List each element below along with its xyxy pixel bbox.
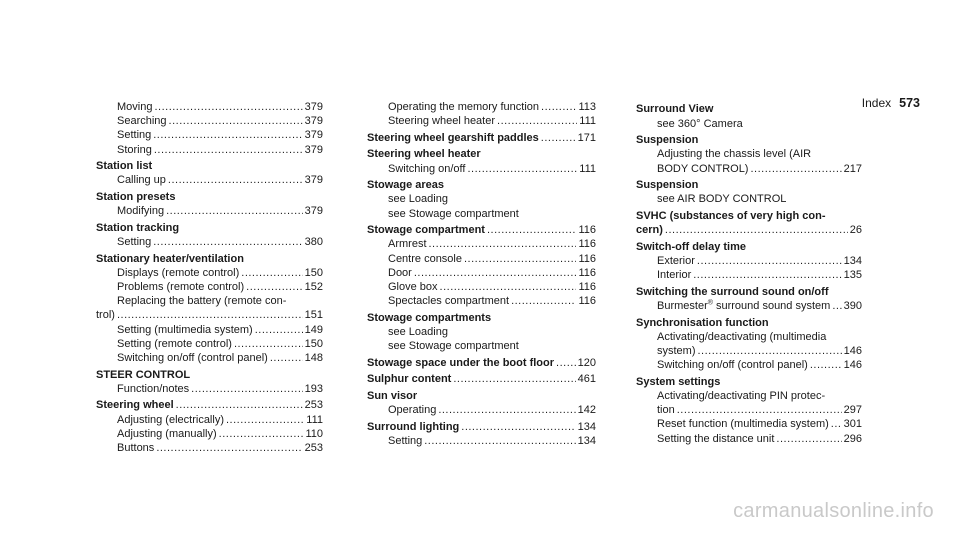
index-column-1: [96, 100, 323, 455]
entry-label: Buttons: [117, 442, 155, 455]
page-ref: 296: [843, 432, 862, 445]
entry-label: Interior: [657, 269, 692, 282]
index-entry-heading: [367, 178, 596, 192]
dot-leader: [270, 351, 303, 365]
index-entry-heading: [96, 221, 323, 235]
index-column-2: [367, 100, 596, 448]
dot-leader: [226, 413, 304, 427]
entry-label: Adjusting (electrically): [117, 413, 224, 426]
page-ref: 116: [578, 252, 596, 265]
index-subentry: [367, 114, 596, 128]
page-ref: 116: [578, 224, 596, 237]
entry-label: System settings: [636, 375, 721, 388]
page-ref: 134: [577, 434, 596, 447]
index-subentry: [636, 389, 862, 403]
entry-label: Calling up: [117, 174, 166, 187]
dot-leader: [467, 162, 577, 176]
index-subentry: [96, 280, 323, 294]
dot-leader: [176, 398, 303, 412]
entry-label: see Loading: [388, 193, 448, 206]
index-subentry: [636, 254, 862, 268]
dot-leader: [191, 382, 302, 396]
dot-leader: [461, 420, 575, 434]
page-ref: 116: [578, 281, 596, 293]
index-subentry: [367, 192, 596, 206]
page-ref: 379: [304, 205, 323, 218]
entry-label: Steering wheel gearshift paddles: [367, 131, 539, 144]
index-subentry: [96, 427, 323, 441]
index-subentry: [367, 207, 596, 221]
index-entry-heading: [96, 252, 323, 266]
entry-label: Adjusting (manually): [117, 427, 217, 440]
page-ref: 151: [304, 309, 323, 322]
dot-leader: [487, 223, 576, 237]
dot-leader: [154, 100, 302, 114]
entry-label: Storing: [117, 143, 152, 156]
page-ref: 146: [843, 344, 862, 357]
entry-label: Stowage compartment: [367, 224, 485, 237]
page-ref: 152: [304, 281, 323, 293]
dot-leader: [429, 237, 577, 251]
index-subentry: [96, 204, 323, 218]
dot-leader: [246, 280, 302, 294]
index-subentry: [96, 351, 323, 365]
index-subentry: [367, 294, 596, 308]
entry-label: Modifying: [117, 205, 165, 218]
entry-label: see 360° Camera: [657, 117, 743, 130]
dot-leader: [750, 162, 841, 176]
dot-leader: [831, 417, 842, 431]
entry-label: Spectacles compartment: [388, 295, 510, 308]
page-ref: 120: [577, 356, 596, 369]
dot-leader: [832, 299, 841, 313]
dot-leader: [154, 143, 303, 157]
index-subentry: [367, 252, 596, 266]
index-entry-heading: [636, 209, 862, 223]
page-ref: 148: [304, 352, 323, 365]
page-ref: 111: [579, 162, 596, 175]
index-subentry: [96, 143, 323, 157]
index-subentry: [367, 100, 596, 114]
index-subentry: [636, 192, 862, 206]
index-subentry: [96, 413, 323, 427]
index-entry-heading: [367, 147, 596, 161]
entry-label: tion: [657, 404, 675, 417]
index-entry-heading: [636, 102, 862, 116]
index-subentry: [367, 434, 596, 448]
index-subentry: [96, 128, 323, 142]
entry-label: Burmester® surround sound system: [657, 299, 831, 312]
dot-leader: [776, 432, 841, 446]
entry-label: Adjusting the chassis level (AIR: [657, 148, 812, 161]
dot-leader: [219, 427, 304, 441]
entry-label: Surround View: [636, 103, 714, 116]
entry-label: Surround lighting: [367, 420, 460, 433]
index-subentry: [636, 162, 862, 176]
entry-label: Door: [388, 266, 412, 279]
index-subentry: [96, 382, 323, 396]
index-subentry: [96, 323, 323, 337]
index-entry-heading: [367, 420, 596, 434]
entry-label: Stowage space under the boot floor: [367, 356, 555, 369]
page-ref: 301: [843, 418, 862, 431]
dot-leader: [255, 323, 303, 337]
page-ref: 379: [304, 143, 323, 156]
entry-label: Setting: [117, 129, 152, 142]
page-ref: 135: [843, 269, 862, 282]
page-ref: 26: [849, 224, 862, 237]
dot-leader: [424, 434, 575, 448]
entry-label: see Stowage compartment: [388, 340, 519, 353]
page-ref: 390: [843, 299, 862, 312]
entry-label: Function/notes: [117, 382, 190, 395]
page-ref: 297: [843, 404, 862, 417]
index-subentry: [636, 330, 862, 344]
entry-label: Reset function (multimedia system): [657, 418, 829, 431]
index-subentry: [367, 280, 596, 294]
index-subentry: [96, 308, 323, 322]
index-entry-heading: [367, 131, 596, 145]
entry-label: see Loading: [388, 326, 448, 338]
index-subentry: [96, 235, 323, 249]
index-subentry: [96, 266, 323, 280]
dot-leader: [541, 100, 576, 114]
entry-label: Switching the surround sound on/off: [636, 285, 829, 298]
page-ref: 149: [304, 323, 323, 336]
page-ref: 134: [577, 420, 596, 433]
entry-label: Station list: [96, 160, 153, 173]
dot-leader: [497, 114, 577, 128]
dot-leader: [414, 266, 577, 280]
entry-label: Setting (remote control): [117, 337, 232, 350]
index-entry-heading: [96, 368, 323, 382]
entry-label: Switching on/off (control panel): [657, 359, 808, 372]
entry-label: BODY CONTROL): [657, 162, 749, 175]
entry-label: Station tracking: [96, 221, 180, 234]
page-ref: 253: [304, 399, 323, 412]
index-subentry: [96, 173, 323, 187]
dot-leader: [697, 254, 842, 268]
dot-leader: [241, 266, 302, 280]
entry-label: Stowage compartments: [367, 311, 492, 324]
index-subentry: [96, 441, 323, 455]
index-subentry: [636, 147, 862, 161]
dot-leader: [117, 308, 303, 322]
entry-label: Setting the distance unit: [657, 432, 775, 445]
entry-label: Displays (remote control): [117, 266, 240, 279]
page-ref: 111: [579, 115, 596, 128]
index-entry-heading: [96, 190, 323, 204]
entry-label: Problems (remote control): [117, 281, 245, 293]
dot-leader: [453, 372, 575, 386]
entry-label: Setting: [388, 434, 423, 447]
page-header: [862, 96, 920, 110]
index-entry-heading: [367, 389, 596, 403]
dot-leader: [698, 344, 842, 358]
dot-leader: [156, 441, 302, 455]
entry-label: see Stowage compartment: [388, 207, 519, 220]
index-subentry: [367, 266, 596, 280]
entry-label: SVHC (substances of very high con-: [636, 209, 826, 222]
index-subentry: [636, 417, 862, 431]
watermark: carmanualsonline.info: [733, 500, 934, 522]
entry-label: Sulphur content: [367, 373, 452, 386]
index-entry-heading: [636, 375, 862, 389]
dot-leader: [665, 223, 848, 237]
index-subentry: [636, 358, 862, 372]
index-subentry: [96, 114, 323, 128]
entry-label: Exterior: [657, 254, 695, 267]
entry-label: Steering wheel heater: [388, 115, 496, 128]
index-entry-heading: [636, 285, 862, 299]
dot-leader: [168, 173, 303, 187]
entry-label: Stationary heater/ventilation: [96, 252, 244, 265]
page-ref: 379: [304, 101, 323, 113]
index-subentry: [367, 403, 596, 417]
entry-label: Moving: [117, 101, 153, 113]
index-column-3: [636, 100, 862, 446]
dot-leader: [438, 403, 575, 417]
page-ref: 379: [304, 129, 323, 142]
page-ref: 146: [843, 359, 862, 372]
entry-label: Setting: [117, 236, 152, 248]
page-ref: 461: [577, 373, 596, 386]
entry-label: Steering wheel heater: [367, 148, 481, 161]
entry-label: STEER CONTROL: [96, 368, 191, 381]
dot-leader: [677, 403, 842, 417]
entry-label: Steering wheel: [96, 399, 174, 412]
entry-label: see AIR BODY CONTROL: [657, 193, 787, 206]
dot-leader: [693, 268, 841, 282]
index-subentry: [367, 162, 596, 176]
index-subentry: [636, 268, 862, 282]
entry-label: Setting (multimedia system): [117, 323, 253, 336]
dot-leader: [153, 235, 302, 249]
dot-leader: [464, 252, 576, 266]
index-subentry: [367, 237, 596, 251]
dot-leader: [541, 131, 576, 145]
index-entry-heading: [636, 240, 862, 254]
index-entry-heading: [636, 223, 862, 237]
page-ref: 110: [305, 427, 323, 440]
dot-leader: [440, 280, 577, 294]
index-subentry: [96, 337, 323, 351]
dot-leader: [511, 294, 576, 308]
index-entry-heading: [636, 133, 862, 147]
index-subentry: [367, 325, 596, 339]
index-subentry: [96, 100, 323, 114]
entry-label: cern): [636, 224, 663, 237]
index-subentry: [96, 294, 323, 308]
index-subentry: [636, 403, 862, 417]
page-ref: 150: [304, 266, 323, 279]
entry-label: Searching: [117, 115, 167, 128]
entry-label: trol): [96, 309, 115, 322]
index-entry-heading: [636, 316, 862, 330]
index-entry-heading: [636, 178, 862, 192]
entry-label: Operating the memory function: [388, 101, 540, 113]
page-ref: 142: [577, 404, 596, 417]
entry-label: Activating/deactivating (multimedia: [657, 330, 827, 343]
index-entry-heading: [96, 159, 323, 173]
entry-label: Stowage areas: [367, 179, 445, 192]
page-ref: 380: [304, 236, 323, 248]
page-ref: 253: [304, 442, 323, 455]
index-entry-heading: [367, 311, 596, 325]
registered-mark: ®: [707, 299, 713, 307]
index-subentry: [636, 299, 862, 313]
entry-label: Switching on/off: [388, 162, 466, 175]
dot-leader: [166, 204, 303, 218]
entry-label: Switching on/off (control panel): [117, 352, 268, 365]
index-subentry: [636, 344, 862, 358]
entry-label: Synchronisation function: [636, 316, 769, 329]
entry-label: Operating: [388, 404, 437, 417]
entry-label: Activating/deactivating PIN protec-: [657, 389, 826, 402]
index-subentry: [367, 339, 596, 353]
page-ref: 150: [304, 337, 323, 350]
index-entry-heading: [367, 223, 596, 237]
entry-label: Armrest: [388, 238, 427, 251]
page-ref: 134: [843, 254, 862, 267]
entry-label: Switch-off delay time: [636, 240, 747, 253]
entry-label: Station presets: [96, 191, 176, 203]
entry-label: Suspension: [636, 134, 699, 147]
page-number: 573: [899, 96, 920, 110]
dot-leader: [556, 356, 576, 370]
entry-label: Replacing the battery (remote con-: [117, 295, 287, 308]
page-ref: 171: [577, 131, 596, 144]
entry-label: Glove box: [388, 281, 438, 293]
index-subentry: [636, 432, 862, 446]
index-entry-heading: [96, 398, 323, 412]
page-ref: 116: [578, 266, 596, 279]
dot-leader: [169, 114, 303, 128]
dot-leader: [234, 337, 303, 351]
dot-leader: [810, 358, 842, 372]
index-entry-heading: [367, 372, 596, 386]
entry-label: system): [657, 344, 696, 357]
page-ref: 217: [843, 162, 862, 175]
index-subentry: [636, 117, 862, 131]
page-ref: 193: [304, 382, 323, 395]
page-ref: 116: [578, 295, 596, 308]
page-ref: 116: [578, 238, 596, 251]
page-ref: 379: [304, 115, 323, 128]
entry-label: Sun visor: [367, 389, 418, 402]
entry-label: Centre console: [388, 252, 462, 265]
index-entry-heading: [367, 356, 596, 370]
section-title: Index: [861, 96, 892, 110]
page-ref: 113: [578, 101, 596, 113]
entry-label: Suspension: [636, 179, 699, 192]
page-ref: 379: [304, 174, 323, 187]
dot-leader: [153, 128, 302, 142]
page-ref: 111: [306, 413, 323, 426]
